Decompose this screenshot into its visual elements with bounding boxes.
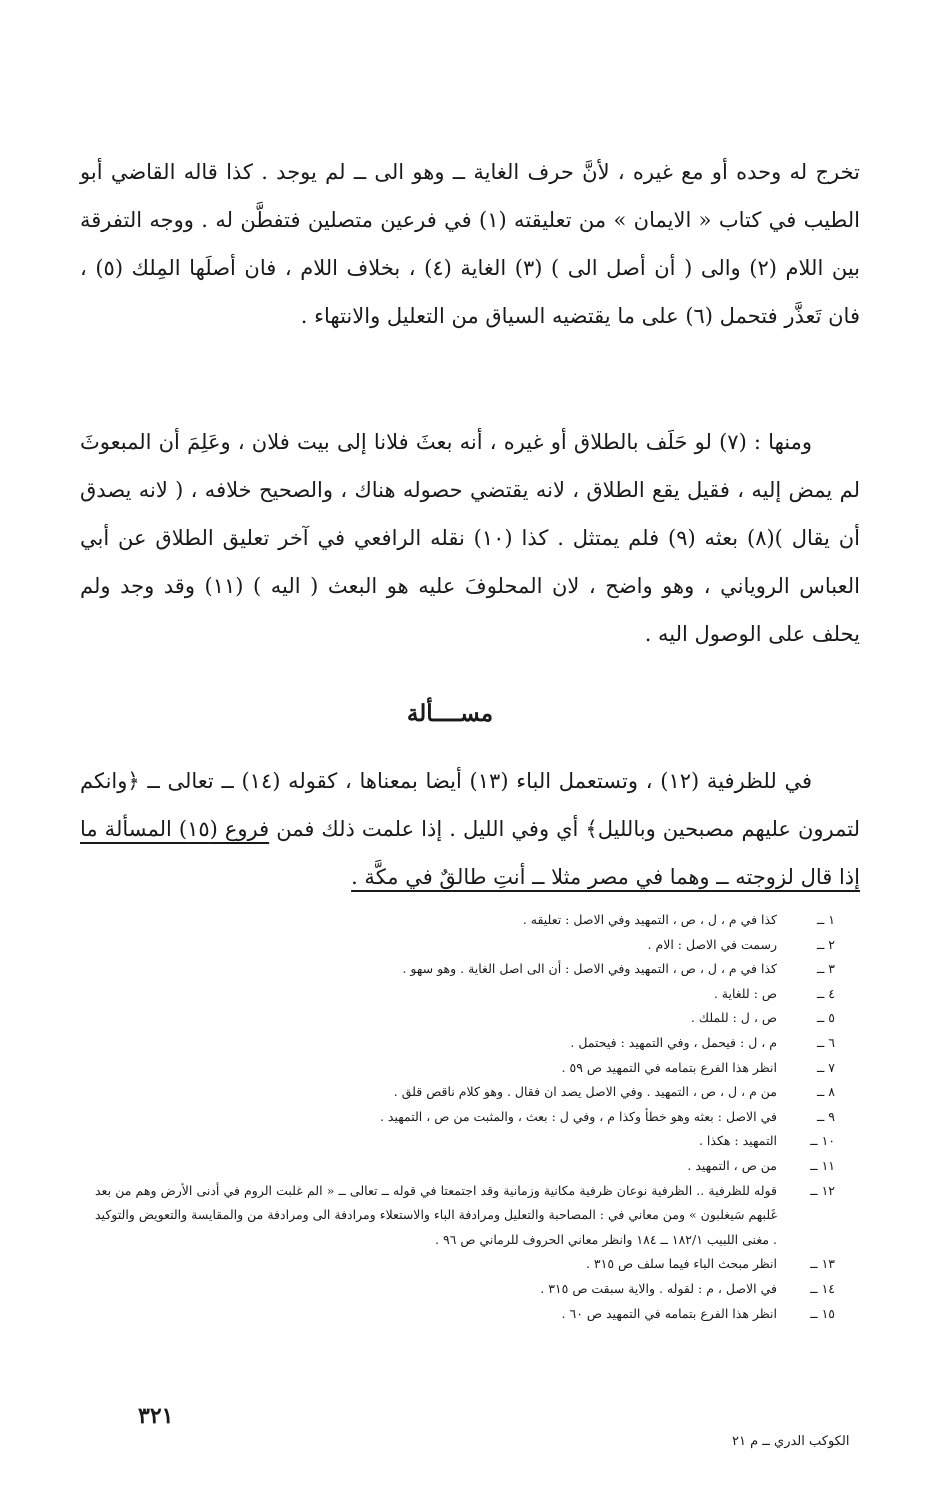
- footnote-number: ٧ ــ: [816, 1059, 835, 1075]
- signature-line: الكوكب الدري ــ م ٢١: [732, 1434, 850, 1449]
- footnote-text: من م ، ل ، ص ، التمهيد . وفي الاصل يصد ان فقال . وهو كلام ناقص قلق .: [393, 1084, 777, 1100]
- footnote-text: في الاصل ، م : لقوله . والاية سبقت ص ٣١٥ .: [540, 1280, 777, 1296]
- footnote-1: [95, 908, 835, 933]
- footnote-text: ص : للغاية .: [713, 985, 777, 1001]
- footnote-text: من ص ، التمهيد .: [687, 1157, 777, 1173]
- footnote-3: [95, 957, 835, 982]
- footnote-text: رسمت في الاصل : الام .: [647, 936, 777, 952]
- footnote-text: في الاصل : بعثه وهو خطأ وكذا م ، وفي ل : بعث ، والمثبت من ص ، التمهيد .: [379, 1108, 777, 1124]
- footnote-number: ٢ ــ: [816, 936, 835, 952]
- footnote-4: [95, 982, 835, 1007]
- paragraph-3-underlined: فروع (١٥) المسألة ما إذا قال لزوجته ــ وهما في مصر مثلا ــ أنتِ طالقٌ في مكَّة .: [80, 817, 860, 889]
- footnote-2: [95, 933, 835, 958]
- paragraph-3-main: في للظرفية (١٢) ، وتستعمل الباء (١٣) أيضا بمعناها ، كقوله (١٤) ــ تعالى ــ ﴿وانكم لتمرون عليهم مصبحين وبالليل﴾ أي وفي الليل . إذا علمت ذلك فمن: [80, 769, 860, 841]
- footnote-text: التمهيد : هكذا .: [698, 1133, 777, 1149]
- footnote-number: ٦ ــ: [816, 1034, 835, 1050]
- paragraph-2: ومنها : (٧) لو حَلَف بالطلاق أو غيره ، أنه بعثَ فلانا إلى بيت فلان ، وعَلِمَ أن المبعوثَ لم يمض إليه ، فقيل يقع الطلاق ، لانه يقتضي حصوله هناك ، والصحيح خلافه ، ( لانه يصدق أن يقال )(٨) بعثه (٩) فلم يمتثل . كذا (١٠) نقله الرافعي في آخر تعليق الطلاق عن أبي العباس الروياني ، وهو واضح ، لان المحلوفَ عليه هو البعث ( اليه ) (١١) وقد وجد ولم يحلف على الوصول اليه .: [80, 430, 860, 646]
- paragraph-1: تخرج له وحده أو مع غيره ، لأنَّ حرف الغاية ــ وهو الى ــ لم يوجد . كذا قاله القاضي أبو الطيب في كتاب « الايمان » من تعليقته (١) في فرعين متصلين فتفطَّن له . ووجه التفرقة بين اللام (٢) والى ( أن أصل الى ) (٣) الغاية (٤) ، بخلاف اللام ، فان أصلَها المِلك (٥) ، فان تَعذَّر فتحمل (٦) على ما يقتضيه السياق من التعليل والانتهاء .: [80, 160, 861, 328]
- footnote-14: [95, 1277, 835, 1302]
- footnote-8: [95, 1080, 835, 1105]
- footnote-number: ١٢ ــ: [810, 1182, 835, 1198]
- footnote-11: [95, 1154, 835, 1179]
- footnote-number: ١٥ ــ: [810, 1305, 835, 1321]
- footnote-number: ٣ ــ: [816, 961, 835, 977]
- footnote-text: م ، ل : فيحمل ، وفي التمهيد : فيحتمل .: [570, 1034, 777, 1050]
- page-number: ٣٢١: [138, 1403, 174, 1429]
- footnote-13: [95, 1252, 835, 1277]
- footnote-5: [95, 1006, 835, 1031]
- footnote-9: [95, 1105, 835, 1130]
- footnote-6: [95, 1031, 835, 1056]
- footnote-text: انظر هذا الفرع بتمامه في التمهيد ص ٥٩ .: [561, 1059, 777, 1075]
- section-heading: مســــألة: [406, 700, 494, 727]
- footnote-number: ١٤ ــ: [810, 1280, 835, 1296]
- footnote-10: [95, 1129, 835, 1154]
- footnote-number: ١٠ ــ: [810, 1133, 835, 1149]
- footnote-number: ٩ ــ: [816, 1108, 835, 1124]
- footnote-number: ١١ ــ: [810, 1157, 835, 1173]
- footnotes-list: [95, 908, 835, 1326]
- footnote-text: انظر مبحث الباء فيما سلف ص ٣١٥ .: [585, 1256, 777, 1272]
- footnote-7: [95, 1056, 835, 1081]
- footnote-number: ٥ ــ: [816, 1010, 835, 1026]
- footnote-number: ٨ ــ: [816, 1084, 835, 1100]
- paragraph-3: [80, 757, 860, 901]
- footnote-number: ١٣ ــ: [810, 1256, 835, 1272]
- footnote-12: [95, 1179, 835, 1253]
- footnote-15: [95, 1302, 835, 1327]
- footnote-text: كذا في م ، ل ، ص ، التمهيد وفي الاصل : تعليقه .: [522, 912, 777, 927]
- footnote-text: انظر هذا الفرع بتمامه في التمهيد ص ٦٠ .: [561, 1305, 777, 1321]
- footnote-text: قوله للظرفية .. الظرفية نوعان ظرفية مكانية وزمانية وقد اجتمعتا في قوله ــ تعالى ــ « الم غلبت الروم في أدنى الأرض وهم من بعد غَلبهم سَيغلبون » ومن معاني في : المصاحبة والتعليل ومرادفة الباء والاستعلاء ومرادفة الى ومرادفة من والمقايسة والتعويض والتوكيد . مغنى اللبيب ١٨٢/١ ــ ١٨٤ وانظر معاني الحروف للرماني ص ٩٦ .: [95, 1182, 777, 1247]
- footnote-number: ٤ ــ: [816, 985, 835, 1001]
- footnote-number: ١ ــ: [816, 912, 835, 927]
- footnote-text: كذا في م ، ل ، ص ، التمهيد وفي الاصل : أن الى اصل الغاية . وهو سهو .: [402, 961, 777, 977]
- footnote-text: ص ، ل : للملك .: [690, 1010, 777, 1026]
